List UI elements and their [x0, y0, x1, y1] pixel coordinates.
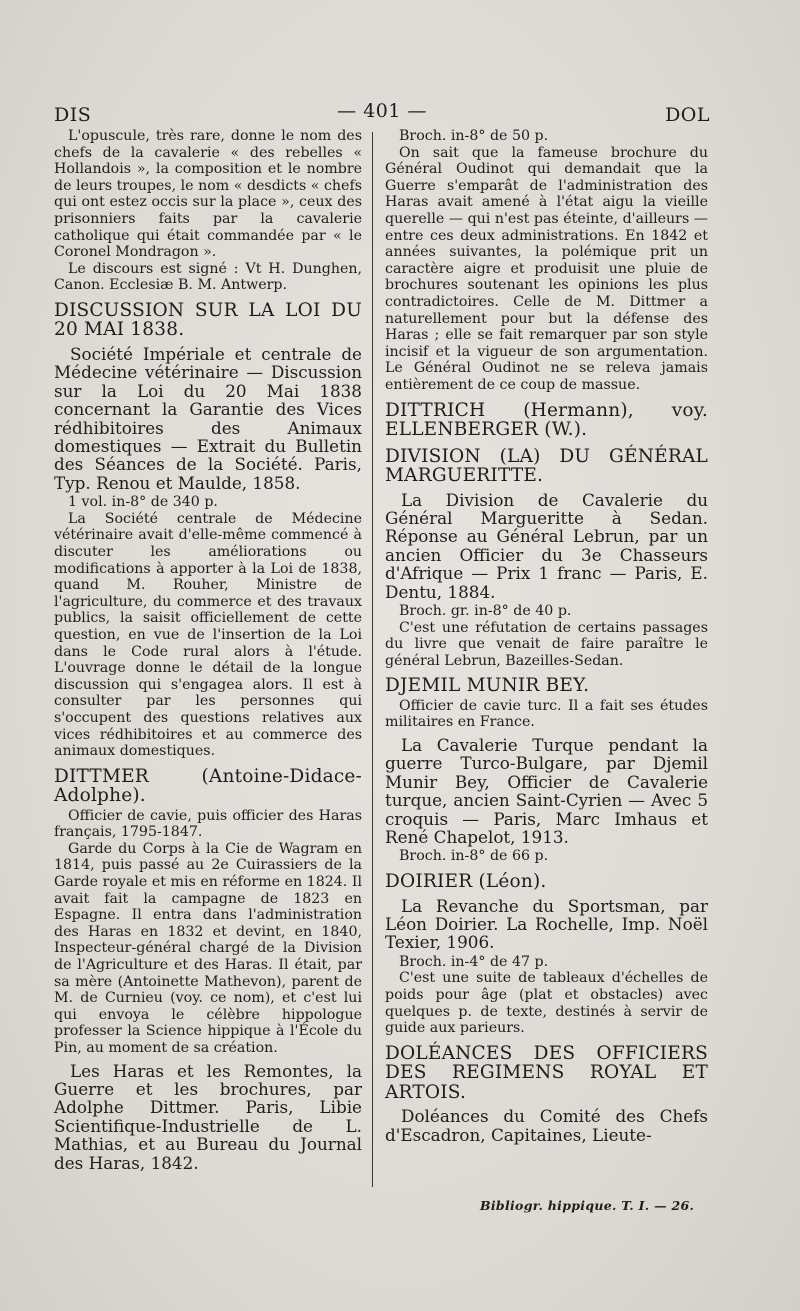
entry-note-doirier: C'est une suite de tableaux d'échelles de poids pour âge (plat et obstacles) avec quelques p. de texte, destinés à servir de guide aux parieurs. — [385, 970, 708, 1037]
running-head-left: DIS — [54, 104, 92, 126]
entry-heading-dittrich: DITTRICH (Hermann), voy. ELLENBERGER (W.). — [385, 399, 708, 440]
entry-bio-djemil: Officier de cavie turc. Il a fait ses études militaires en France. — [385, 697, 708, 731]
entry-format-djemil: Broch. in-8° de 66 p. — [399, 848, 549, 865]
entry-bio-detail-dittmer: Garde du Corps à la Cie de Wagram en 1814, puis passé au 2e Cuirassiers de la Garde royale et mis en réforme en 1824. Il avait fait la campagne de 1823 en Espagne. Il entra dans l'administration des Haras en 1832 et devint, en 1840, Inspecteur-général chargé de la Division de l'Agriculture et des Haras. Il était, par sa mère (Antoinette Mathevon), parent de M. de Curnieu (voy. ce nom), et c'est lui qui envoya le célèbre hippologue professer la Science hippique à l'École du Pin, au moment de sa création. — [54, 840, 362, 1056]
entry-format-dittmer: Broch. in-8° de 50 p. — [399, 128, 549, 144]
entry-title-doleances: Doléances du Comité des Chefs d'Escadron, Capitaines, Lieute- — [385, 1106, 708, 1145]
entry-heading-doleances: DOLÉANCES DES OFFICIERS DES REGIMENS ROYAL ET ARTOIS. — [385, 1042, 708, 1103]
entry-heading-dittmer: DITTMER (Antoine-Didace-Adolphe). — [54, 765, 362, 807]
running-head-right: DOL — [665, 104, 710, 126]
entry-heading-djemil: DJEMIL MUNIR BEY. — [385, 675, 590, 697]
entry-title-doirier: La Revanche du Sportsman, par Léon Doirier. La Rochelle, Imp. Noël Texier, 1906. — [385, 895, 708, 953]
entry-note-discussion: La Société centrale de Médecine vétérinaire avait d'elle-même commencé à discuter les améliorations ou modifications à apporter à la Loi de 1838, quand M. Rouher, Ministre de l'agriculture, du commerce et des travaux publics, la saisit officiellement de cette question, en vue de l'insertion de la Loi dans le Code rural alors à l'étude. L'ouvrage donne le détail de la longue discussion qui s'engagea alors. Il est à consulter par les personnes qui s'occupent des questions relatives aux vices rédhibitoires et au commerce des animaux domestiques. — [54, 510, 362, 760]
paragraph-opuscule: L'opuscule, très rare, donne le nom des chefs de la cavalerie « des rebelles « Hollandois », la composition et le nombre de leurs troupes, le nom « desdicts « chefs qui ont estez occis sur la place », ceux des prisonniers faits par la cavalerie catholique qui était commandée par « le Coronel Mondragon ». — [54, 128, 362, 261]
entry-format-doirier: Broch. in-4° de 47 p. — [399, 953, 549, 970]
entry-note-division: C'est une réfutation de certains passages du livre que venait de faire paraître le général Lebrun, Bazeilles-Sedan. — [385, 619, 708, 669]
page-number: — 401 — — [337, 100, 427, 122]
left-column — [54, 128, 362, 1172]
signature-mark: Bibliogr. hippique. T. I. — 26. — [480, 1198, 695, 1213]
entry-title-discussion: Société Impériale et centrale de Médecine vétérinaire — Discussion sur la Loi du 20 Mai 1838 concernant la Garantie des Vices rédhibitoires des Animaux domestiques — Extrait du Bulletin des Séances de la Société. Paris, Typ. Renou et Maulde, 1858. — [54, 343, 362, 493]
entry-title-djemil: La Cavalerie Turque pendant la guerre Turco-Bulgare, par Djemil Munir Bey, Officier de Cavalerie turque, ancien Saint-Cyrien — Avec 5 croquis — Paris, Marc Imhaus et René Chapelot, 1913. — [385, 735, 708, 848]
entry-format-discussion: 1 vol. in-8° de 340 p. — [68, 494, 218, 511]
column-divider — [372, 132, 373, 1187]
entry-heading-doirier: DOIRIER (Léon). — [385, 871, 547, 893]
right-column — [385, 128, 708, 1144]
entry-heading-division: DIVISION (LA) DU GÉNÉRAL MARGUERITTE. — [385, 445, 708, 486]
entry-heading-discussion: DISCUSSION SUR LA LOI DU 20 MAI 1838. — [54, 299, 362, 341]
running-head — [54, 100, 710, 130]
entry-format-division: Broch. gr. in-8° de 40 p. — [399, 602, 572, 619]
entry-note-dittmer: On sait que la fameuse brochure du Général Oudinot qui demandait que la Guerre s'emparât de l'administration des Haras avait amené à l'état aigu la vieille querelle — qui n'est pas éteinte, d'ailleurs — entre ces deux administrations. En 1842 et années suivantes, la polémique prit un caractère aigre et produisit une pluie de brochures soutenant les opinions les plus contradictoires. Celle de M. Dittmer a naturellement pour but la défense des Haras ; elle se fait remarquer par son style incisif et la vigueur de son argumentation. Le Général Oudinot ne se releva jamais entièrement de ce coup de massue. — [385, 144, 708, 393]
entry-title-division: La Division de Cavalerie du Général Margueritte à Sedan. Réponse au Général Lebrun, par un ancien Officier du 3e Chasseurs d'Afrique — Prix 1 franc — Paris, E. Dentu, 1884. — [385, 489, 708, 602]
paragraph-signature: Le discours est signé : Vt H. Dunghen, Canon. Ecclesiæ B. M. Antwerp. — [54, 260, 362, 294]
entry-bio-dittmer: Officier de cavie, puis officier des Haras français, 1795-1847. — [54, 807, 362, 841]
entry-title-dittmer: Les Haras et les Remontes, la Guerre et les brochures, par Adolphe Dittmer. Paris, Libie Scientifique-Industrielle de L. Mathias, et au Bureau du Journal des Haras, 1842. — [54, 1060, 362, 1173]
